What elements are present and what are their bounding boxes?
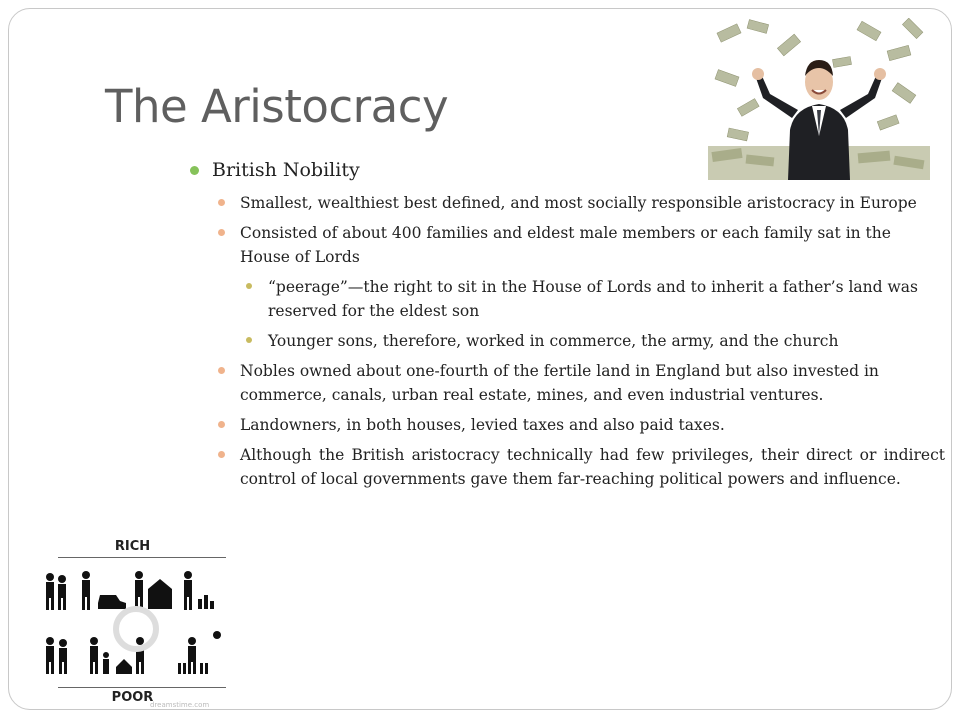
people-pictograms — [36, 563, 236, 691]
bullet-dot — [218, 199, 225, 206]
rich-label: RICH — [114, 539, 151, 554]
list-item — [218, 413, 945, 437]
list-item — [190, 155, 945, 185]
bullet-text: Younger sons, therefore, worked in commerce, the army, and the church — [268, 332, 839, 350]
bullet-dot — [218, 367, 225, 374]
bullet-dot — [190, 166, 199, 175]
list-item — [246, 275, 945, 323]
divider — [58, 687, 226, 688]
bullet-dot — [218, 451, 225, 458]
bullet-dot — [218, 421, 225, 428]
bullet-text: Consisted of about 400 families and eldest male members or each family sat in the House of Lords — [240, 224, 891, 266]
bullet-text: “peerage”—the right to sit in the House of Lords and to inherit a father’s land was reserved for the eldest son — [268, 278, 918, 320]
bullet-list — [190, 155, 945, 491]
slide-title: The Aristocracy — [105, 80, 449, 133]
bullet-dot — [218, 229, 225, 236]
bullet-text: Landowners, in both houses, levied taxes and also paid taxes. — [240, 416, 725, 434]
bullet-text: Nobles owned about one-fourth of the fertile land in England but also invested in commerce, canals, urban real estate, mines, and even industrial ventures. — [240, 362, 879, 404]
bullet-text: Smallest, wealthiest best defined, and most socially responsible aristocracy in Europe — [240, 194, 917, 212]
poor-label: POOR — [111, 690, 154, 705]
bullet-text: British Nobility — [212, 159, 360, 181]
rich-poor-illustration — [30, 535, 235, 713]
list-item — [218, 443, 945, 491]
divider — [58, 557, 226, 558]
list-item — [246, 329, 945, 353]
watermark: dreamstime.com — [150, 701, 210, 709]
list-item — [218, 359, 945, 407]
list-item — [218, 191, 945, 215]
bullet-dot — [246, 283, 252, 289]
bullet-dot — [246, 337, 252, 343]
list-item — [218, 221, 945, 269]
bullet-text: Although the British aristocracy technically had few privileges, their direct or indirect control of local governments gave them far-reaching political powers and influence. — [240, 446, 945, 488]
